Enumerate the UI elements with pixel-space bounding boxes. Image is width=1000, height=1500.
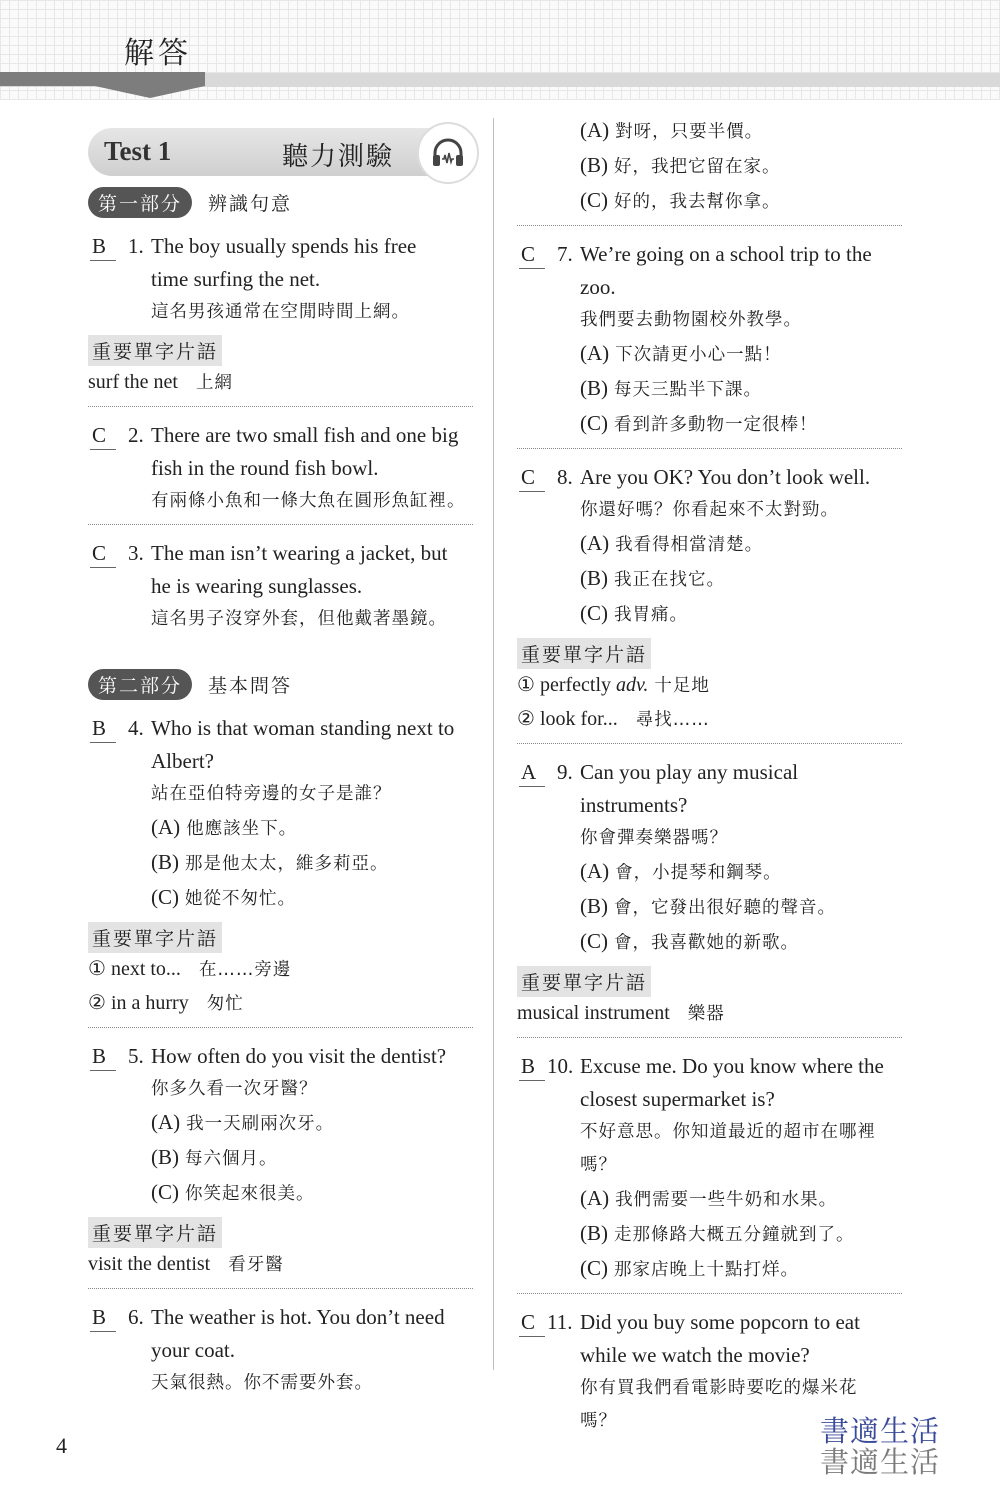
dotted-separator (517, 1293, 902, 1294)
part-1-header (88, 184, 473, 220)
answer-letter: C (519, 463, 545, 492)
left-column (88, 118, 473, 1400)
header-notch (95, 86, 205, 98)
translation: 站在亞伯特旁邊的女子是誰？ (151, 784, 392, 804)
question-number: 10. (547, 1054, 574, 1078)
vocab-en: musical instrument (517, 1002, 670, 1024)
vocab-zh: 看牙醫 (228, 1255, 284, 1275)
question-text: The man isn’t wearing a jacket, but (151, 541, 448, 565)
translation: 你有買我們看電影時要吃的爆米花 (580, 1378, 858, 1398)
option: (B) 我正在找它。 (580, 566, 725, 590)
question-text: instruments? (580, 793, 688, 817)
header-ribbon (0, 72, 205, 86)
part-desc: 基本問答 (208, 674, 293, 697)
translation: 天氣很熱。你不需要外套。 (151, 1373, 373, 1393)
question-5 (88, 1038, 473, 1211)
question-text: closest supermarket is? (580, 1087, 775, 1111)
option: (C) 好的，我去幫你拿。 (580, 188, 781, 212)
vocab-title: 重要單字片語 (88, 1217, 222, 1248)
headphones-icon (417, 122, 479, 184)
vocab-en: look for... (539, 708, 618, 730)
option: (A) 會，小提琴和鋼琴。 (580, 859, 782, 883)
part-desc: 辨識句意 (208, 192, 293, 215)
page-number: 4 (56, 1433, 67, 1458)
question-text: Excuse me. Do you know where the (580, 1054, 884, 1078)
question-text: We’re going on a school trip to the (580, 242, 872, 266)
part-label: 第二部分 (88, 669, 192, 700)
question-text: Albert? (151, 749, 214, 773)
question-4 (88, 710, 473, 916)
question-number: 9. (557, 760, 573, 784)
question-text: Who is that woman standing next to (151, 716, 455, 740)
page-title: 解答 (124, 36, 192, 71)
vocab-title: 重要單字片語 (88, 922, 222, 953)
question-text: your coat. (151, 1338, 235, 1362)
question-text: How often do you visit the dentist? (151, 1044, 447, 1068)
question-6-options (517, 112, 902, 219)
question-3 (88, 535, 473, 636)
option: (B) 走那條路大概五分鐘就到了。 (580, 1221, 855, 1245)
part-label: 第一部分 (88, 187, 192, 218)
dotted-separator (517, 225, 902, 226)
question-text: There are two small fish and one big (151, 423, 459, 447)
vocab-item (517, 997, 902, 1031)
question-number: 7. (557, 242, 573, 266)
dotted-separator (88, 1027, 473, 1028)
translation: 這名男子沒穿外套，但他戴著墨鏡。 (151, 609, 447, 629)
answer-letter: B (90, 232, 116, 261)
publisher-logo: 書適生活 (820, 1414, 941, 1448)
question-number: 4. (128, 716, 144, 740)
translation: 你還好嗎？你看起來不太對勁。 (580, 500, 839, 520)
translation: 你多久看一次牙醫？ (151, 1079, 318, 1099)
test-title: Test 1 (104, 136, 172, 166)
vocab-title: 重要單字片語 (517, 966, 651, 997)
vocab-item (88, 1248, 473, 1282)
option: (B) 那是他太太，維多莉亞。 (151, 850, 389, 874)
vocab-zh: 尋找…… (635, 710, 710, 730)
dotted-separator (517, 1037, 902, 1038)
question-text: he is wearing sunglasses. (151, 574, 363, 598)
vocab-zh: 上網 (195, 373, 233, 393)
option: (A) 對呀，只要半價。 (580, 118, 764, 142)
vocab-en: visit the dentist (88, 1253, 211, 1275)
question-number: 11. (547, 1310, 573, 1334)
answer-letter: B (90, 1042, 116, 1071)
question-number: 3. (128, 541, 144, 565)
question-text: The weather is hot. You don’t need (151, 1305, 445, 1329)
question-7 (517, 236, 902, 442)
question-text: while we watch the movie? (580, 1343, 810, 1367)
vocab-title: 重要單字片語 (88, 335, 222, 366)
translation: 你會彈奏樂器嗎？ (580, 828, 728, 848)
vocab-item: ② look for... 尋找…… (517, 708, 710, 730)
dotted-separator (88, 1288, 473, 1289)
vocab-en: perfectly (539, 674, 612, 696)
answer-letter: B (90, 1303, 116, 1332)
question-text: The boy usually spends his free (151, 234, 417, 258)
option: (A) 我們需要一些牛奶和水果。 (580, 1186, 838, 1210)
vocab-en: next to... (110, 958, 181, 980)
test-banner (88, 128, 473, 176)
question-text: fish in the round fish bowl. (151, 456, 379, 480)
translation: 這名男孩通常在空閒時間上網。 (151, 302, 410, 322)
question-text: Did you buy some popcorn to eat (580, 1310, 860, 1334)
question-text: Are you OK? You don’t look well. (580, 465, 871, 489)
option: (B) 每天三點半下課。 (580, 376, 762, 400)
question-number: 6. (128, 1305, 144, 1329)
answer-letter: C (519, 1308, 545, 1337)
option: (A) 我看得相當清楚。 (580, 531, 764, 555)
translation: 不好意思。你知道最近的超市在哪裡 (580, 1122, 876, 1142)
question-text: zoo. (580, 275, 616, 299)
option: (B) 會，它發出很好聽的聲音。 (580, 894, 836, 918)
answer-letter: C (90, 539, 116, 568)
dotted-separator (88, 524, 473, 525)
option: (B) 每六個月。 (151, 1145, 278, 1169)
option: (A) 他應該坐下。 (151, 815, 298, 839)
question-8 (517, 459, 902, 632)
vocab-en: in a hurry (110, 992, 189, 1014)
publisher-logo-echo: 書適生活 (820, 1445, 941, 1479)
vocab-en: surf the net (88, 371, 178, 393)
question-text: Can you play any musical (580, 760, 799, 784)
vocab-zh: 匆忙 (206, 994, 244, 1014)
vocab-pos: adv. (616, 674, 649, 696)
vocab-item: ① next to... 在……旁邊 (88, 958, 292, 980)
option: (A) 我一天刷兩次牙。 (151, 1110, 335, 1134)
question-text: time surfing the net. (151, 267, 321, 291)
option: (C) 我胃痛。 (580, 601, 688, 625)
option: (C) 她從不匆忙。 (151, 885, 296, 909)
question-10 (517, 1048, 902, 1287)
page-header (0, 0, 1000, 100)
answer-letter: C (90, 421, 116, 450)
test-subtitle: 聽力測驗 (282, 142, 395, 172)
answer-letter: B (90, 714, 116, 743)
part-2-header (88, 666, 473, 702)
dotted-separator (517, 743, 902, 744)
question-6 (88, 1299, 473, 1400)
translation: 有兩條小魚和一條大魚在圓形魚缸裡。 (151, 491, 466, 511)
answer-letter: B (519, 1052, 545, 1081)
option: (C) 你笑起來很美。 (151, 1180, 315, 1204)
vocab-zh: 十足地 (654, 676, 710, 696)
vocab-title: 重要單字片語 (517, 638, 651, 669)
option: (C) 看到許多動物一定很棒！ (580, 411, 818, 435)
translation: 嗎？ (580, 1411, 617, 1431)
translation: 嗎？ (580, 1155, 617, 1175)
question-number: 2. (128, 423, 144, 447)
right-column (517, 112, 902, 1438)
question-number: 1. (128, 234, 144, 258)
answer-letter: A (519, 758, 545, 787)
question-number: 5. (128, 1044, 144, 1068)
dotted-separator (88, 406, 473, 407)
vocab-item: ① perfectly adv. 十足地 (517, 674, 710, 696)
question-number: 8. (557, 465, 573, 489)
question-1 (88, 228, 473, 329)
translation: 我們要去動物園校外教學。 (580, 310, 802, 330)
vocab-zh: 樂器 (687, 1004, 725, 1024)
answer-letter: C (519, 240, 545, 269)
option: (B) 好，我把它留在家。 (580, 153, 781, 177)
option: (C) 那家店晚上十點打烊。 (580, 1256, 799, 1280)
vocab-item: ② in a hurry 匆忙 (88, 992, 244, 1014)
vocab-item (88, 366, 473, 400)
option: (A) 下次請更小心一點！ (580, 341, 782, 365)
question-2 (88, 417, 473, 518)
option: (C) 會，我喜歡她的新歌。 (580, 929, 799, 953)
question-9 (517, 754, 902, 960)
vocab-zh: 在……旁邊 (198, 960, 292, 980)
dotted-separator (517, 448, 902, 449)
column-divider (493, 118, 494, 1370)
